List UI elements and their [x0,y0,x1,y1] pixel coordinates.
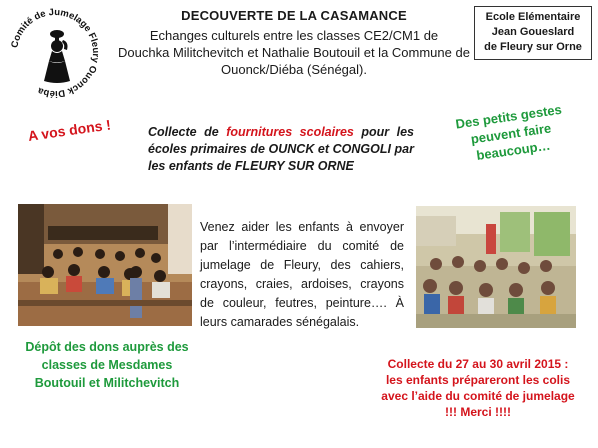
classroom-photo-right [416,206,576,328]
school-line-2: Jean Goueslard [491,26,575,38]
slogan-right: Des petits gestes peuvent faire beaucoup… [454,101,563,163]
dates-line-3: avec l’aide du comité de jumelage [381,389,575,403]
school-line-3: de Fleury sur Orne [484,41,582,53]
dates-line-2: les enfants prépareront les colis [385,373,571,387]
collection-dates [368,356,588,420]
collecte-highlight: fournitures scolaires [226,125,354,139]
dates-line-1: Collecte du 27 au 30 avril 2015 : [387,357,569,371]
slogan-left: A vos dons ! [26,116,112,144]
classroom-photo-left [18,204,192,326]
collecte-paragraph [148,124,414,175]
school-line-1: Ecole Elémentaire [485,11,581,23]
header-line-2: Douchka Militchevitch et Nathalie Boutouil et la Commune de [118,45,470,60]
dates-line-4: !!! Merci !!!! [445,405,511,419]
page-title: DECOUVERTE DE LA CASAMANCE [181,8,407,23]
school-box [474,6,592,60]
depot-text: Dépôt des dons auprès des classes de Mesdames Boutouil et Militchevitch [25,340,189,390]
collecte-part-2: pour les écoles primaires de OUNCK et CONGOLI par les enfants de FLEURY SUR ORNE [148,125,414,173]
header-line-1: Echanges culturels entre les classes CE2/CM1 de [149,28,439,43]
silhouette-icon [44,30,70,83]
collecte-part-1: Collecte de [148,125,227,139]
header [104,8,484,78]
logo-text: Comité de Jumelage Fleury Ouonck Diéba [9,6,102,100]
appeal-paragraph: Venez aider les enfants à envoyer par l’intermédiaire du comité de jumelage de Fleury, des cahiers, crayons, craies, ardoises, crayons de couleur, feutres, peinture…. À leurs camarades sénégalais. [200,220,404,329]
jumelage-logo [6,4,104,102]
header-line-3: Ouonck/Diéba (Sénégal). [221,62,367,77]
